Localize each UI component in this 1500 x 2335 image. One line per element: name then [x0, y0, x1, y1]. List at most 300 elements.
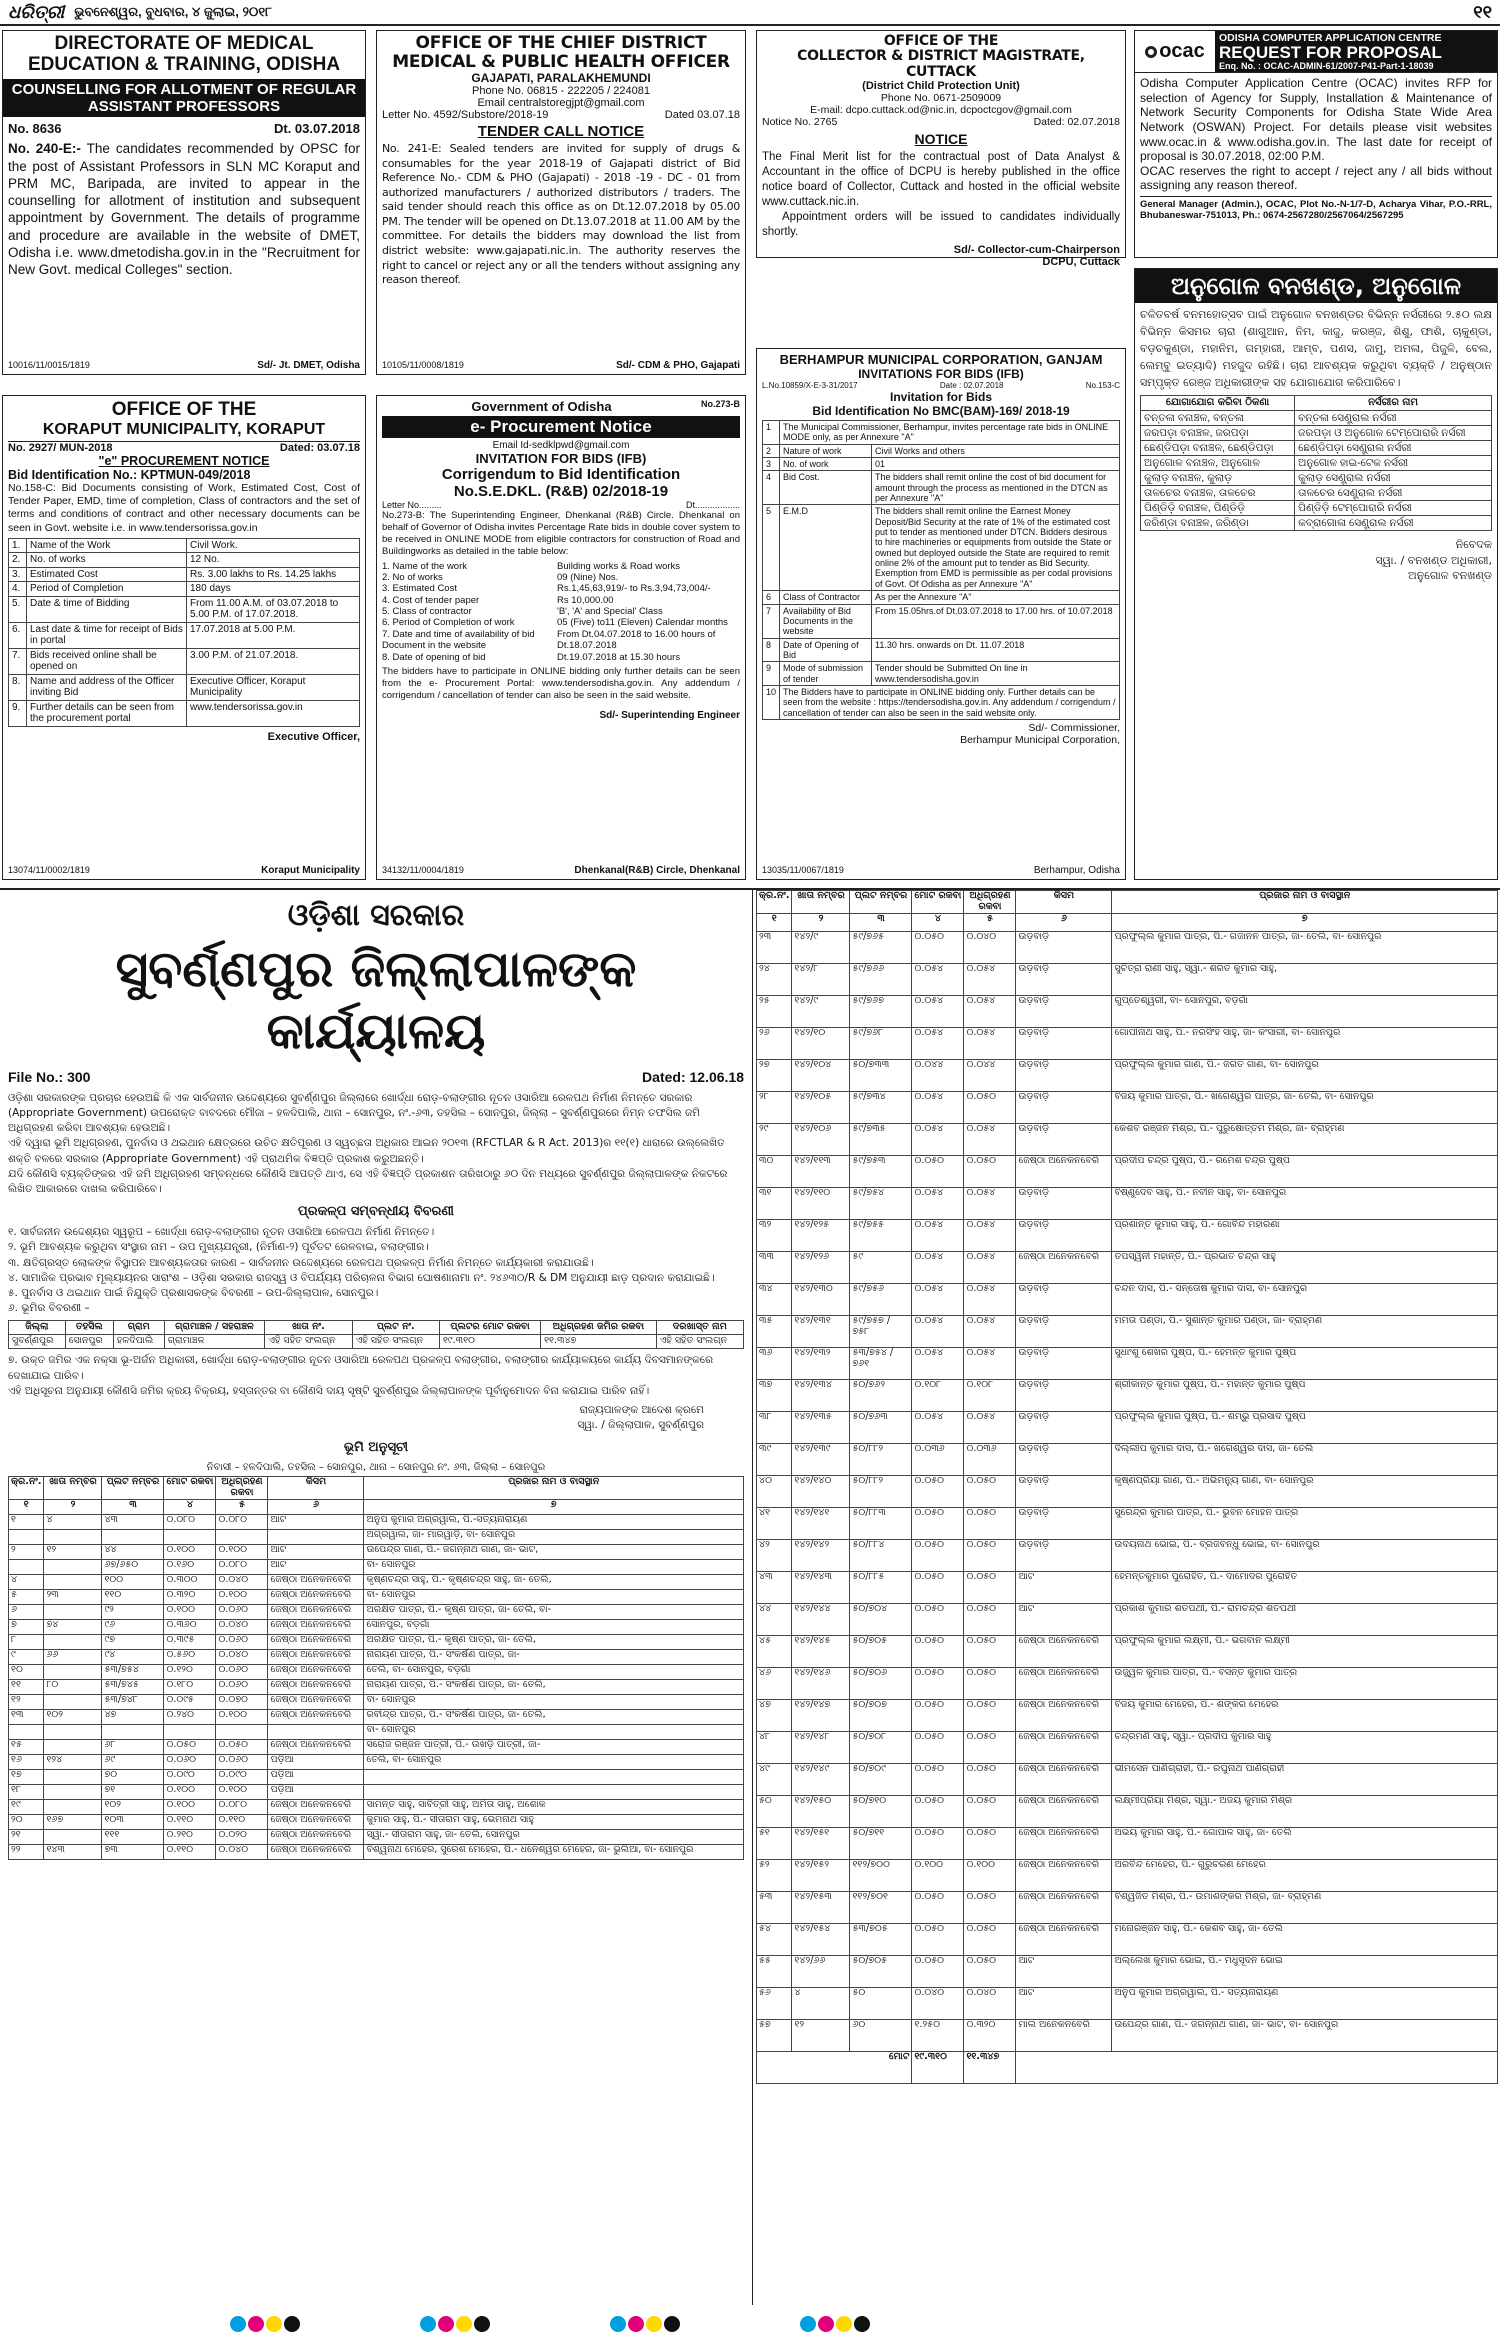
table-cell: ୪୩ [757, 1571, 792, 1603]
column-header: ପ୍ରଜାର ନାମ ଓ ବାସସ୍ଥାନ [1112, 891, 1498, 914]
table-row [757, 1763, 1498, 1795]
table-cell: ଉଡ଼ବାଡ଼ି [1016, 1091, 1112, 1123]
subarnapur-left-schedule [8, 1476, 744, 1860]
subarnapur-sched: ଭୂମି ଅନୁସୂଚୀ [343, 1440, 409, 1456]
list-item: ୨. ଭୂମି ଆବଶ୍ୟକ କରୁଥିବା ସଂସ୍ଥାର ନାମ – ଉପ ମୁଖ୍ୟଯନ୍ତ୍ରୀ, (ନିର୍ମାଣ-୨) ପୂର୍ବତଟ ରେଳବାଇ, ବଲାଙ୍ଗୀର। [8, 1241, 429, 1254]
table-row [757, 1859, 1498, 1891]
table-cell: ପ୍ରଫୁଲ୍ଲ କୁମାର ଲକ୍ଷ୍ମୀ, ପି.- ଭଗବାନ ଲକ୍ଷ୍ମୀ [1112, 1635, 1498, 1667]
row-value: From Dt.04.07.2018 to 16.00 hours of Dt.18.07.2018 [557, 628, 716, 652]
table-cell: ୪୦ [757, 1475, 792, 1507]
masthead [0, 0, 1500, 26]
table-cell: ୦.୦୫୪ [964, 1219, 1016, 1251]
table-cell: ୦.୦୬୦ [216, 1634, 268, 1649]
table-cell: ୦.୦୫୪ [964, 995, 1016, 1027]
table-cell: ସୁଚିତ୍ରା ରାଣୀ ସାହୁ, ସ୍ୱା.- ଶରତ କୁମାର ସାହୁ, [1112, 963, 1498, 995]
column-number: ୨ [44, 1499, 102, 1514]
row-value: Rs 10,000.00 [557, 594, 614, 606]
row-value: Rs.1,45,63,919/- to Rs.3,94,73,004/- [557, 583, 711, 595]
table-cell: ଉଡ଼ବାଡ଼ି [1016, 1187, 1112, 1219]
table-row [763, 591, 1120, 604]
table-row [1141, 425, 1492, 440]
column-header: କ୍ର.ନଂ. [9, 1476, 44, 1499]
table-cell: ୦.୧୦୦ [216, 1589, 268, 1604]
column-header: ଗ୍ରାମାଞ୍ଚଳ / ସହରାଞ୍ଚଳ [164, 1321, 264, 1335]
table-cell: ୧୬ [9, 1754, 44, 1769]
table-cell: ୫୦ [757, 1795, 792, 1827]
table-cell [102, 1724, 164, 1739]
table-cell: ଆଟ [268, 1514, 364, 1529]
koraput-ref: 13074/11/0002/1819 [8, 865, 90, 875]
subarnapur-para-3: ଯଦି କୌଣସି ବ୍ୟକ୍ତିଙ୍କର ଏହି ଜମି ଅଧିଗ୍ରହଣ ସମ୍ବନ୍ଧରେ କୌଣସି ଆପତ୍ତି ଥାଏ, ସେ ଏହି ବିଜ୍ଞପ୍ତି ପ୍ରକାଶନ ତାରିଖଠାରୁ ୬୦ ଦିନ ମଧ୍ୟରେ ସୁବର୍ଣ୍ଣପୁର ଜିଲ୍ଲାପାଳଙ୍କ ନିକଟରେ ଲିଖିତ ଆକାରରେ ଦାଖଲ କରିପାରିବେ। [8, 1167, 728, 1196]
table-cell: ଜେଷ୍ଠା ଅନେକନବେରି [1016, 1923, 1112, 1955]
table-cell: ଆଟ [268, 1559, 364, 1574]
table-cell [102, 1529, 164, 1544]
row-value: 17.07.2018 at 5.00 P.M. [187, 622, 360, 648]
row-number: 3 [763, 458, 780, 471]
table-cell: ୧୦୩ [102, 1814, 164, 1829]
table-cell: ୦.୦୫୪ [964, 1027, 1016, 1059]
column-header: ଗ୍ରାମ [113, 1321, 164, 1335]
column-number: ୪ [912, 913, 964, 931]
dhenkanal-body: No.273-B: The Superintending Engineer, Dhenkanal (R&B) Circle. Dhenkanal on behalf of Governor of Odisha invites Percentage Rate bids in double cover system to be received in ONLINE MODE from eligible contractors for construction of Road and Buildingworks as detailed in the table below: [382, 510, 740, 557]
table-cell: ୦.୩୯୫ [164, 1634, 216, 1649]
table-cell: ୦.୦୬୦ [216, 1664, 268, 1679]
row-label: Estimated Cost [27, 567, 187, 582]
table-cell: ୧୧.୩୪୭ [541, 1335, 657, 1349]
cuttack-heading: NOTICE [914, 131, 968, 148]
table-row [9, 1574, 744, 1589]
berhampur-sign: Sd/- Commissioner, [1028, 721, 1120, 734]
table-row [9, 1814, 744, 1829]
dmet-sign: Sd/- Jt. DMET, Odisha [257, 360, 360, 371]
table-cell: ସୋନପୁର [65, 1335, 113, 1349]
row-value: Building works & Road works [557, 560, 681, 572]
row-value: The bidders shall remit online the Earnest Money Deposit/Bid Security at the rate of 1% of the estimated cost put to tender as mentioned under DTCN. Bidders desirous to hire machineries or equipments from outside the State or owned but deployed outside the State are required to remit online 2% of the amount put to tender as Bid Security. Exemption from EMD is permissible as per codal provisions of Govt. Of Odisha as per Annexure "A" [872, 505, 1120, 591]
color-registration-dots [610, 2316, 680, 2332]
table-cell: ଉଡ଼ବାଡ଼ି [1016, 1219, 1112, 1251]
table-cell: ୦.୦୫୦ [964, 1539, 1016, 1571]
table-row [1141, 516, 1492, 531]
dmet-title-1: DIRECTORATE OF MEDICAL [54, 33, 314, 54]
row-label: 8. Date of opening of bid [382, 651, 486, 663]
table-cell: ୫୦/୭୬୨ [850, 1379, 912, 1411]
berhampur-title: BERHAMPUR MUNICIPAL CORPORATION, GANJAM [779, 352, 1103, 367]
table-cell: ୬୬ [44, 1649, 102, 1664]
cdmo-email: Email centralstoregjpt@gmail.com [477, 97, 645, 110]
table-cell: ଆଟ [1016, 1603, 1112, 1635]
table-cell: ୦.୦୫୦ [964, 1891, 1016, 1923]
table-cell: ଉଡ଼ବାଡ଼ି [1016, 1379, 1112, 1411]
table-cell: ୦.୦୫୦ [912, 1667, 964, 1699]
koraput-body: No.158-C: Bid Documents consisting of Work, Estimated Cost, Cost of Tender Paper, EMD, time of completion, Class of contractors and the set of terms and conditions of contract and other necessary documents can be seen in Govt. website i.e. in www.tendersorissa.gov.in [8, 482, 360, 534]
row-label: E.M.D [780, 505, 872, 591]
table-cell: ୦.୦୫୪ [964, 1347, 1016, 1379]
angul-ad [1134, 268, 1498, 880]
table-cell: ୧୪୨/୧୨୫ [792, 1219, 850, 1251]
table-cell: ୫୦ [850, 1987, 912, 2019]
row-value: As per the Annexure "A" [872, 591, 1120, 604]
table-row [757, 1219, 1498, 1251]
table-cell: ଅରକ୍ଷିତ ପାତ୍ର, ପି.- କୃଷ୍ଣ ପାତ୍ର, ଜା- ତେଲି, [364, 1634, 744, 1649]
table-cell: ୦.୦୫୦ [912, 1699, 964, 1731]
table-cell: ଆଟ [1016, 1987, 1112, 2019]
table-cell: ୧୪୨/୧୫୦ [792, 1795, 850, 1827]
table-row [763, 444, 1120, 457]
nursery-address: ଜରିଣ୍ଡା ବନାଞ୍ଚଳ, ଜରିଣ୍ଡା [1141, 516, 1295, 531]
table-cell: ୩୫ [757, 1315, 792, 1347]
table-cell: ୦.୧୨୦ [164, 1664, 216, 1679]
table-cell: କୃଷ୍ଣପ୍ରିୟା ଗାଣ, ପି.- ଅଭିମନ୍ୟୁ ଗାଣ, ବା- ସୋନପୁର [1112, 1475, 1498, 1507]
table-cell: ଏହି ସହିତ ସଂଲଗ୍ନ [656, 1335, 743, 1349]
table-cell: ଉପେନ୍ଦ୍ର ଗାଣ, ପି.- ଜଗନ୍ନାଥ ଗାଣ, ଜା- ଭାଟ, ବା- ସୋନପୁର [1112, 2019, 1498, 2051]
angul-table [1140, 395, 1492, 531]
table-cell: ଉଡ଼ବାଡ଼ି [1016, 1507, 1112, 1539]
berhampur-ad [756, 348, 1126, 880]
table-cell: ୭୩ [102, 1844, 164, 1859]
column-number: ୫ [964, 913, 1016, 931]
table-cell: ୧୪୨/୧୦ [792, 1027, 850, 1059]
table-row [757, 1603, 1498, 1635]
table-cell: ୨୧ [9, 1829, 44, 1844]
table-cell: ୫୯/୭୬୭ [850, 995, 912, 1027]
table-cell: ୪୭ [757, 1699, 792, 1731]
table-cell: ଉଡ଼ବାଡ଼ି [1016, 1539, 1112, 1571]
table-cell: ତେଲି, ବା- ସୋନପୁର [364, 1754, 744, 1769]
table-cell: ୦.୩୦୦ [164, 1574, 216, 1589]
table-cell: ୨୪ [757, 963, 792, 995]
table-cell: ୫୯/୭୩୪ [850, 1091, 912, 1123]
list-item: ୩. କ୍ଷତିଗ୍ରସ୍ତ ଲୋକଙ୍କ ବିସ୍ଥାପନ ଆବଶ୍ୟକତାର କାରଣ – ସାର୍ବଜନୀନ ଉଦ୍ଦେଶ୍ୟରେ ରେଳପଥ ପ୍ରକଳ୍ପ ନିର୍ମାଣ ନିମନ୍ତେ କାର୍ଯ୍ୟକାରୀ କରାଯାଉଛି। [8, 1256, 594, 1269]
table-cell: ସ୍ୱା.- ସୀତାରାମ ସାହୁ, ଜା- ତେଲି, ସୋନପୁର [364, 1829, 744, 1844]
table-cell: ବିଜୟ କୁମାର ମେହେର, ପି.- ଶଙ୍କର ମେହେର [1112, 1699, 1498, 1731]
table-cell: ୧୮ [9, 1784, 44, 1799]
table-cell: ୭୦ [102, 1769, 164, 1784]
table-cell: ୦.୦୮୦ [216, 1799, 268, 1814]
column-header: ଅଧିଗ୍ରହଣ ରକବା [216, 1476, 268, 1499]
table-cell: ୪୯ [757, 1763, 792, 1795]
table-cell: ଉପେନ୍ଦ୍ର ଗାଣ, ପି.- ଜଗନ୍ନାଥ ଗାଣ, ଜା- ଭାଟ, [364, 1544, 744, 1559]
table-cell: ୫୦/୭୬୩ [850, 1411, 912, 1443]
table-row [9, 1679, 744, 1694]
table-cell: ୦.୦୫୦ [964, 1571, 1016, 1603]
table-row [9, 582, 360, 597]
dhenkanal-email: Email Id-sedklpwd@gmail.com [492, 440, 630, 451]
table-cell: ୫୩/୭୦୫ [850, 1923, 912, 1955]
table-cell: ୦.୦୯୫ [164, 1694, 216, 1709]
table-cell: ଜେଷ୍ଠା ଅନେକନବେରି [1016, 1699, 1112, 1731]
koraput-dated: Dated: 03.07.18 [279, 442, 360, 455]
ocac-enq: Enq. No. : OCAC-ADMIN-61/2007-P41-Part-1-18039 [1219, 61, 1434, 71]
row-label: Date of Opening of Bid [780, 638, 872, 662]
dmet-no: No. 8636 [8, 121, 62, 137]
cdmo-body: No. 241-E: Sealed tenders are invited for supply of drugs & consumables for the year 2018-19 of Gajapati district of Bid Reference No.- CDM & PHO (Gajapati) - 2018 -19 - DC - 01 from authorized manufacturers / authorized distributors / traders. The said tender should reach this office as on Dt.12.07.2018 by 05.00 PM. The tender will be opened on Dt.13.07.2018 at 11.00 AM by the committee. For details the bidders may download the list from district website: www.gajapati.nic.in. The authority reserves the right to cancel or reject any or all the tenders without assigning any reason thereof. [382, 142, 740, 287]
table-cell: ୫୪ [757, 1923, 792, 1955]
table-cell [44, 1559, 102, 1574]
koraput-bid-id: Bid Identification No.: KPTMUN-049/2018 [8, 468, 251, 483]
table-cell: ୧୪୨/୧୪୪ [792, 1603, 850, 1635]
table-row [757, 1059, 1498, 1091]
table-cell: ୭ [9, 1619, 44, 1634]
table-row [9, 1619, 744, 1634]
table-cell: ୧୦୨ [44, 1709, 102, 1724]
table-cell: ୩୪ [757, 1283, 792, 1315]
table-row [1141, 501, 1492, 516]
row-number: 8. [9, 674, 27, 700]
table-row [9, 1754, 744, 1769]
row-value: Civil Work. [187, 538, 360, 553]
table-cell: ୦.୦୫୪ [964, 1251, 1016, 1283]
table-row [9, 1694, 744, 1709]
table-cell: ୧୪୨/୧୨୬ [792, 1251, 850, 1283]
table-cell: ଜେଷ୍ଠା ଅନେକନବେରି [268, 1814, 364, 1829]
table-cell: ୧୪୨/୧୪୮ [792, 1731, 850, 1763]
table-row [757, 1091, 1498, 1123]
table-cell: ୧୧୧ [102, 1829, 164, 1844]
table-cell: ୨୫ [757, 995, 792, 1027]
dhenkanal-band: e- Procurement Notice [382, 416, 740, 438]
dhenkanal-sign: Sd/- Superintending Engineer [599, 709, 740, 721]
nursery-address: ଅନୁଗୋଳ ବନାଞ୍ଚଳ, ଅନୁଗୋଳ [1141, 455, 1295, 470]
nursery-address: ତାଳଚେର ବନାଞ୍ଚଳ, ତାଳଚେର [1141, 486, 1295, 501]
table-row [763, 604, 1120, 638]
table-cell: ୫୦/୮୮୩ [850, 1507, 912, 1539]
table-cell: ୦.୦୫୦ [964, 1475, 1016, 1507]
table-cell: ୦.୦୫୪ [912, 1283, 964, 1315]
table-row [9, 1604, 744, 1619]
table-row [9, 648, 360, 674]
table-cell: ୦.୦୪୦ [964, 1987, 1016, 2019]
nursery-name: ଜରପଡ଼ା ଓ ଅନୁଗୋଳ ଟେମ୍ପୋରାରି ନର୍ସରୀ [1295, 425, 1492, 440]
ocac-logo-text: ocac [1159, 40, 1205, 62]
table-cell: ୧୪୨/୧୦୬ [792, 1123, 850, 1155]
table-cell: ୧୪୨/୧୩୨ [792, 1347, 850, 1379]
table-cell: ୧୦୦ [102, 1574, 164, 1589]
registration-dot [230, 2316, 246, 2332]
table-cell: ଉଜ୍ଜ୍ୱଳ କୁମାର ପାତ୍ର, ପି.- ବସନ୍ତ କୁମାର ପାତ୍ର [1112, 1667, 1498, 1699]
table-cell: ୫୯/୭୩୫ [850, 1123, 912, 1155]
table-row [9, 567, 360, 582]
table-cell: ୫୯/୭୫୫ [850, 1219, 912, 1251]
table-cell: ୦.୦୮୦ [216, 1559, 268, 1574]
table-cell: ହଳଦିପାଲି [113, 1335, 164, 1349]
table-cell: ୦.୦୯୦ [216, 1769, 268, 1784]
table-cell: ୧୨୪ [44, 1754, 102, 1769]
registration-dot [646, 2316, 662, 2332]
registration-dot [664, 2316, 680, 2332]
table-row [757, 1539, 1498, 1571]
table-cell: ୫୦/୭୦୯ [850, 1763, 912, 1795]
table-cell: ୦.୦୪୦ [912, 1987, 964, 2019]
column-number: ୧ [9, 1499, 44, 1514]
row-label: Date & time of Bidding [27, 596, 187, 622]
list-item [382, 606, 740, 617]
table-cell: ୦.୦୪୪ [912, 1059, 964, 1091]
print-marks [0, 2312, 1500, 2335]
table-cell: ୦.୦୫୦ [964, 1923, 1016, 1955]
table-cell [164, 1529, 216, 1544]
cuttack-ad [756, 30, 1126, 268]
table-cell: ୧୪୨/୧୦୫ [792, 1091, 850, 1123]
table-cell: ୦.୦୪୦ [216, 1574, 268, 1589]
koraput-ad [2, 395, 366, 880]
nursery-name: ଅନୁଗୋଳ ହାଇ-ଟେକ ନର୍ସରୀ [1295, 455, 1492, 470]
table-cell: ୧୧ [9, 1679, 44, 1694]
table-cell: ୧୪୨/୧୧୩ [792, 1155, 850, 1187]
column-header: ପ୍ରଜାର ନାମ ଓ ବାସସ୍ଥାନ [364, 1476, 744, 1499]
table-row [757, 1411, 1498, 1443]
table-cell: ୧୪୨/୧୫୧ [792, 1827, 850, 1859]
table-row [757, 963, 1498, 995]
table-cell: ୦.୧୦୦ [964, 1859, 1016, 1891]
row-value: 180 days [187, 582, 360, 597]
subarnapur-sign: ସ୍ୱା. / ଜିଲ୍ଲାପାଳ, ସୁବର୍ଣ୍ଣପୁର [577, 1419, 704, 1432]
table-cell: କୁମାର ସାହୁ, ପି.- ସୀତାରାମ ସାହୁ, ଭେମନାଥ ସାହୁ [364, 1814, 744, 1829]
subarnapur-para-2: ଏହି ଦ୍ୱାରା ଭୂମି ଅଧିଗ୍ରହଣ, ପୁନର୍ବାସ ଓ ଥଇଥାନ କ୍ଷେତ୍ରରେ ଉଚିତ କ୍ଷତିପୂରଣ ଓ ସ୍ୱଚ୍ଛତା ଅଧିକାର ଆଇନ ୨୦୧୩ (RFCTLAR & R Act. 2013)ର ୧୧(୧) ଧାରାରେ ଉଲ୍ଲେଖିତ ଶକ୍ତି ବଳରେ ସରକାର (Appropriate Government) ଏହି ପ୍ରାଥମିକ ବିଜ୍ଞପ୍ତି ପ୍ରକାଶ କରୁଅଛନ୍ତି। [8, 1137, 725, 1165]
table-cell: ବିଷ୍ଣୁଦେବ ସାହୁ, ପି.- ନବୀନ ସାହୁ, ବା- ସୋନପୁର [1112, 1187, 1498, 1219]
table-row [757, 1923, 1498, 1955]
row-value: 01 [872, 458, 1120, 471]
dmet-body-lead: No. 240-E:- [8, 141, 81, 157]
table-cell: ୦.୦୫୦ [912, 931, 964, 963]
table-cell: ବିଶ୍ୱଜିତ ମିଶ୍ର, ପି.- ଉମାଶଙ୍କର ମିଶ୍ର, ଜା- ବ୍ରାହ୍ମଣ [1112, 1891, 1498, 1923]
dhenkanal-no: No.273-B [700, 399, 740, 409]
table-cell: ୪ [9, 1574, 44, 1589]
subarnapur-proj-list [8, 1225, 744, 1316]
row-label: Class of Contractor [780, 591, 872, 604]
angul-sign-3: ଅନୁଗୋଳ ବନଖଣ୍ଡ [1408, 569, 1492, 583]
column-header: ପ୍ଲଟ ନମ୍ବର [102, 1476, 164, 1499]
table-cell: ଜେଷ୍ଠା ଅନେକନବେରି [1016, 1667, 1112, 1699]
table-cell: ୦.୩୨୦ [164, 1589, 216, 1604]
table-cell: ୬୮ [102, 1739, 164, 1754]
table-cell [9, 1559, 44, 1574]
registration-dot [800, 2316, 816, 2332]
ocac-centre: ODISHA COMPUTER APPLICATION CENTRE [1219, 32, 1442, 44]
table-cell: ୯ [9, 1649, 44, 1664]
nursery-address: ଛେଣ୍ଡିପଡ଼ା ବନାଞ୍ଚଳ, ଛେଣ୍ଡିପଡ଼ା [1141, 440, 1295, 455]
table-cell: ୪ [44, 1514, 102, 1529]
table-cell: ୯୭ [102, 1634, 164, 1649]
row-number: 3. [9, 567, 27, 582]
row-number: 8 [763, 638, 780, 662]
subarnapur-gov: ଓଡ଼ିଶା ସରକାର [287, 898, 465, 933]
subarnapur-dated: Dated: 12.06.18 [642, 1068, 744, 1085]
table-cell: ୯୨ [102, 1604, 164, 1619]
cuttack-sub: (District Child Protection Unit) [862, 80, 1020, 93]
table-cell: ଅନୁପ କୁମାର ଅଗ୍ରୱାଲ, ପି.-ସତ୍ୟନାରାୟଣ [364, 1514, 744, 1529]
table-cell: ୦.୦୫୦ [964, 1507, 1016, 1539]
dhenkanal-table [382, 561, 740, 664]
table-cell: ୧୪୨/୧୪୫ [792, 1635, 850, 1667]
table-cell: ୦.୦୪୪ [964, 1059, 1016, 1091]
table-cell: ୫୯/୭୬୫ [850, 931, 912, 963]
table-cell: ଉଡ଼ବାଡ଼ି [1016, 1123, 1112, 1155]
table-cell [44, 1829, 102, 1844]
koraput-title-2: KORAPUT MUNICIPALITY, KORAPUT [42, 420, 326, 438]
table-row [757, 1987, 1498, 2019]
table-cell: ୧୧୨/୭୦୦ [850, 1859, 912, 1891]
list-item [382, 652, 740, 663]
table-cell: ୦.୦୩୬ [964, 1443, 1016, 1475]
table-cell: ଏହି ସହିତ ସଂଲଗ୍ନ [352, 1335, 439, 1349]
table-cell: ୫୩/୭୪୮ [102, 1694, 164, 1709]
table-cell: ୫୦/୮୮୨ [850, 1475, 912, 1507]
table-cell: ୦.୦୫୦ [964, 1731, 1016, 1763]
berhampur-bid: Bid Identification No BMC(BAM)-169/ 2018-19 [812, 404, 1070, 418]
table-cell: ପ୍ରଫୁଲ୍ଲ କୁମାର ପାତ୍ର, ପି.- ଗଜାନନ ପାତ୍ର, ଜା- ତେଲି, ବା- ସୋନପୁର [1112, 931, 1498, 963]
table-cell: ୦.୫୬୦ [164, 1649, 216, 1664]
table-cell: ଜେଷ୍ଠା ଅନେକନବେରି [1016, 1859, 1112, 1891]
column-number: ୪ [164, 1499, 216, 1514]
cdmo-place: GAJAPATI, PARALAKHEMUNDI [471, 71, 651, 86]
table-cell [44, 1799, 102, 1814]
table-cell: ଜେଷ୍ଠା ଅନେକନବେରି [268, 1829, 364, 1844]
table-cell: ୦.୦୫୦ [964, 1699, 1016, 1731]
table-cell: ୧୪୨/୧୪୦ [792, 1475, 850, 1507]
table-cell [44, 1739, 102, 1754]
table-cell: ଉଡ଼ବାଡ଼ି [1016, 1411, 1112, 1443]
table-cell: ବିଶ୍ୱନାଥ ମେହେର, ସୁରେଶ ମେହେର, ପି.- ଧନେଶ୍ୱର ମେହେର, ଜା- ଭୁଲିଆ, ବା- ସୋନପୁର [364, 1844, 744, 1859]
table-cell: ୫୯ [850, 1251, 912, 1283]
table-cell: ୦.୧୧୦ [164, 1844, 216, 1859]
cuttack-email: E-mail: dcpo.cuttack.od@nic.in, dcpoctcgov@gmail.com [810, 104, 1072, 117]
table-cell [9, 1529, 44, 1544]
row-label: 2. No of works [382, 571, 443, 583]
table-row [1141, 440, 1492, 455]
table-row [757, 931, 1498, 963]
table-cell: ୦.୦୮୦ [216, 1514, 268, 1529]
table-row [9, 1784, 744, 1799]
table-cell: ମାଲ ଅନେକନବେରି [1016, 2019, 1112, 2051]
cuttack-dated: Dated: 02.07.2018 [1033, 116, 1120, 129]
table-cell: ୧୪୨/୧୪୨ [792, 1539, 850, 1571]
table-cell: ୦.୦୫୪ [964, 1283, 1016, 1315]
table-cell: ୧୧୦ [102, 1589, 164, 1604]
koraput-heading: "e" PROCUREMENT NOTICE [98, 454, 270, 469]
dhenkanal-heading: INVITATION FOR BIDS (IFB) [475, 451, 647, 466]
table-cell: ପଡ଼ିଆ [268, 1754, 364, 1769]
registration-dot [836, 2316, 852, 2332]
table-cell: ୦.୦୫୪ [912, 1251, 964, 1283]
table-cell: ୦.୩୬୦ [164, 1619, 216, 1634]
table-cell: ୦.୦୫୦ [912, 1155, 964, 1187]
table-cell: ୦.୦୫୦ [912, 1923, 964, 1955]
table-row [763, 505, 1120, 591]
row-label: 3. Estimated Cost [382, 583, 457, 595]
table-cell: ଜେଷ୍ଠା ଅନେକନବେରି [1016, 1251, 1112, 1283]
table-cell: ୫୯/୭୬୮ [850, 1027, 912, 1059]
nursery-name: ଛେଣ୍ଡିପଡ଼ା ସେଣ୍ଟ୍ରାଲ ନର୍ସରୀ [1295, 440, 1492, 455]
table-cell [44, 1634, 102, 1649]
subarnapur-para-5: ଏହି ଅଧିସୂଚନା ଅନୁଯାୟୀ କୌଣସି ଜମିର କ୍ରୟ ବିକ୍ରୟ, ହସ୍ତାନ୍ତର ବା କୌଣସି ଦାୟ ସୃଷ୍ଟି ସୁବର୍ଣ୍ଣପୁର ଜିଲ୍ଲାପାଳଙ୍କ ପୂର୍ବାନୁମୋଦନ ବିନା କରାଯାଇ ପାରିବ ନାହିଁ। [8, 1384, 650, 1397]
cdmo-title-1: OFFICE OF THE CHIEF DISTRICT [415, 33, 707, 53]
table-cell: ୫୯/୭୫୩ [850, 1155, 912, 1187]
column-header: ମୋଟ ରକବା [912, 891, 964, 914]
list-item [382, 572, 740, 583]
table-row [757, 1315, 1498, 1347]
table-row [763, 662, 1120, 686]
table-cell: ଅଗ୍ରୱାଲ, ଜା- ମାରୱାଡ଼ି, ବା- ସୋନପୁର [364, 1529, 744, 1544]
koraput-no: No. 2927/ MUN-2018 [8, 442, 113, 455]
table-cell: ୪୭ [102, 1709, 164, 1724]
table-cell: ଉଡ଼ବାଡ଼ି [1016, 963, 1112, 995]
table-cell: ୧୪୨/୧୩୪ [792, 1379, 850, 1411]
table-cell: ୦.୦୫୦ [964, 1603, 1016, 1635]
table-cell: ୧୪୨/୧୧୦ [792, 1187, 850, 1219]
cdmo-ref: 10105/11/0008/1819 [382, 360, 464, 370]
table-cell: ପ୍ରଶାନ୍ତ କୁମାର ସାହୁ, ପି.- ଗୋବିନ୍ଦ ମହାରଣା [1112, 1219, 1498, 1251]
table-cell: ୪୩ [102, 1514, 164, 1529]
